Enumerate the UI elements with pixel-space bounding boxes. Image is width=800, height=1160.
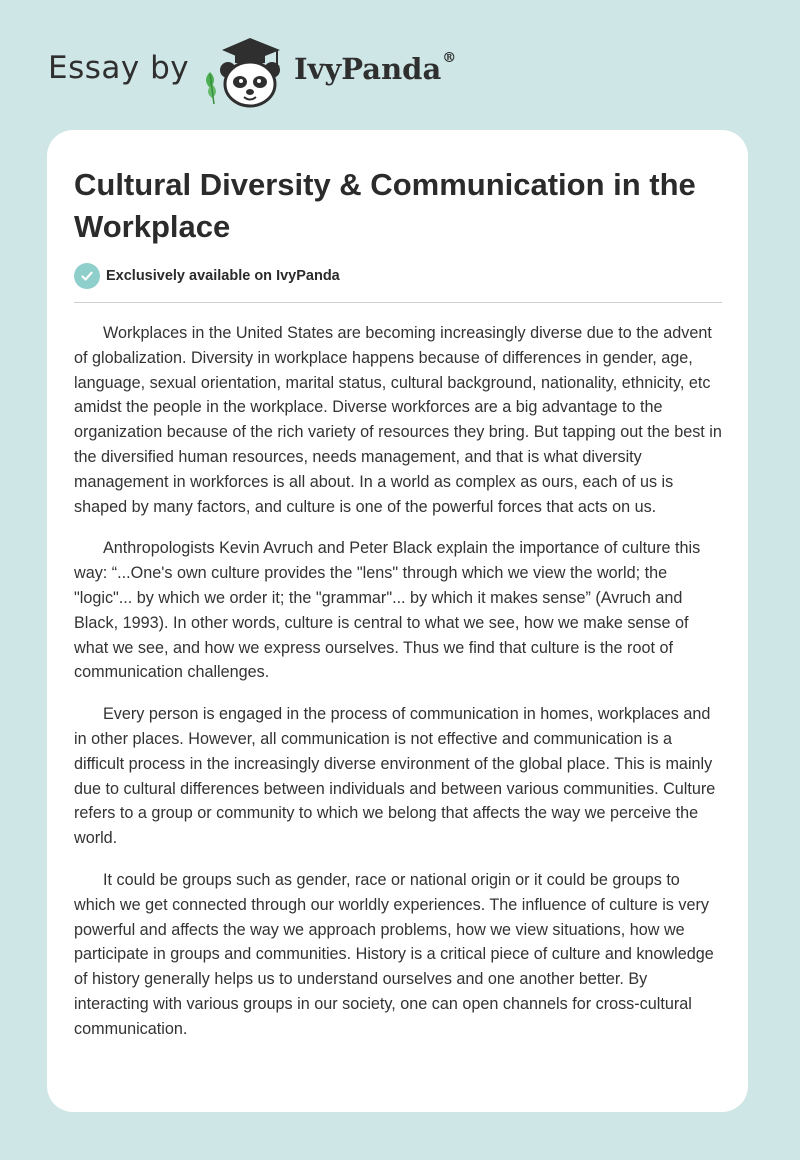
brand-name[interactable] — [294, 52, 456, 86]
essay-card — [47, 130, 748, 1112]
essay-by-label: Essay by — [48, 50, 190, 86]
paragraph: Every person is engaged in the process of communication in homes, workplaces and in other places. However, all communication is not effective and communication is a difficult process in the increasingly diverse environment of the global place. This is mainly due to cultural differences between individuals and between various communities. Culture refers to a group or community to which we belong that affects the way we perceive the world. — [74, 705, 716, 848]
title-divider — [74, 302, 722, 303]
brand-text: IvyPanda — [294, 52, 442, 86]
panda-graduate-icon[interactable] — [200, 36, 292, 110]
check-circle-icon — [74, 263, 100, 289]
exclusive-badge — [74, 263, 340, 289]
registered-mark: ® — [442, 50, 457, 66]
ivy-leaf-icon — [206, 72, 216, 104]
essay-title: Cultural Diversity & Communication in the Workplace — [74, 167, 696, 244]
site-header — [0, 0, 800, 130]
paragraph: It could be groups such as gender, race or national origin or it could be groups to which we get connected through our worldly experiences. The influence of culture is very powerful and affects the way we approach problems, how we view situations, how we participate in groups and communities. History is a critical piece of culture and knowledge of history generally helps us to understand ourselves and one another better. By interacting with various groups in our society, one can open channels for cross-cultural communication. — [74, 870, 714, 1038]
essay-body — [74, 321, 725, 1059]
paragraph: Workplaces in the United States are becoming increasingly diverse due to the advent of globalization. Diversity in workplace happens because of differences in gender, age, language, sexual orientation, marital status, cultural background, nationality, ethnicity, etc amidst the people in the workplace. Diverse workforces are a big advantage to the organization because of the rich variety of resources they bring. But tapping out the best in the diversified human resources, needs management, and that is what diversity management in workforces is all about. In a world as complex as ours, each of us is shaped by many factors, and culture is one of the powerful forces that acts on us. — [74, 324, 722, 516]
paragraph: Anthropologists Kevin Avruch and Peter Black explain the importance of culture this way: “...One's own culture provides the "lens" through which we view the world; the "logic"... by which we order it; the "grammar"... by which it makes sense” (Avruch and Black, 1993). In other words, culture is central to what we see, how we make sense of what we see, and how we express ourselves. Thus we find that culture is the root of communication challenges. — [74, 539, 701, 682]
exclusive-label: Exclusively available on IvyPanda — [106, 268, 340, 284]
